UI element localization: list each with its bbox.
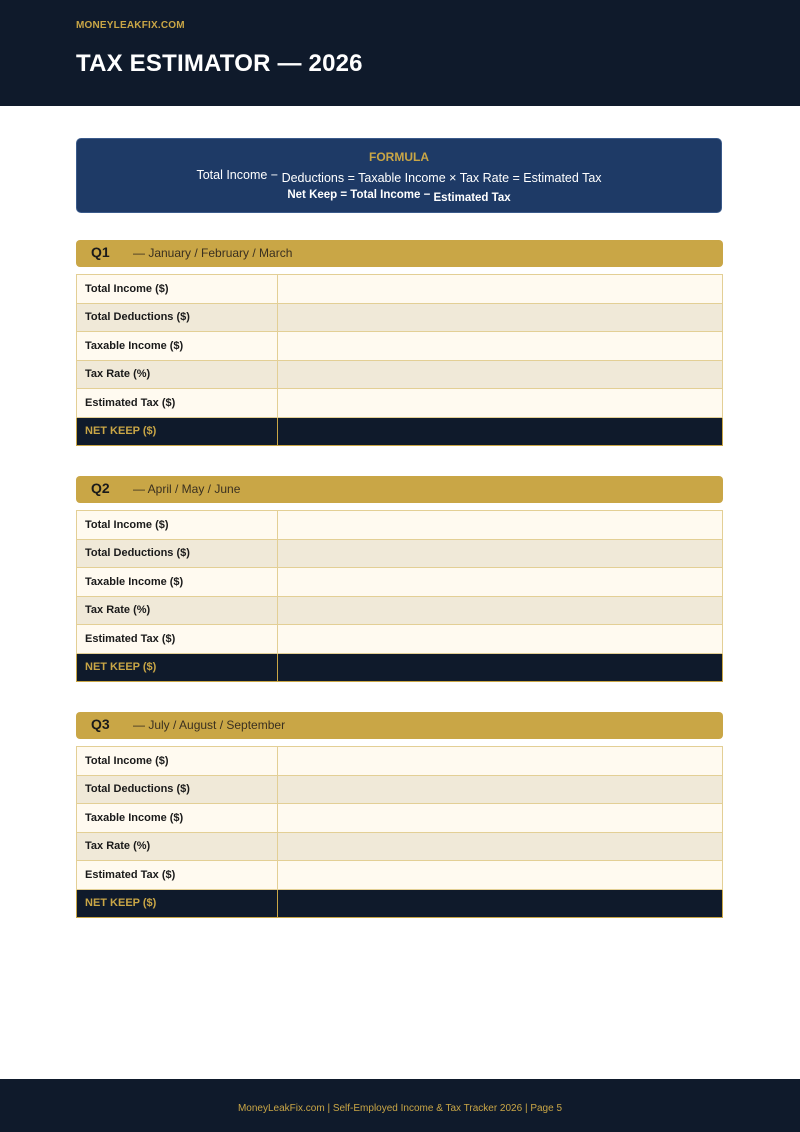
quarter-months: — January / February / March	[133, 246, 293, 260]
table-row	[77, 511, 723, 540]
quarter-months: — July / August / September	[133, 718, 286, 732]
quarter-header-bar	[76, 712, 723, 739]
value-cell-taxable-income[interactable]	[278, 568, 723, 597]
net-keep-row	[77, 653, 723, 682]
row-label-tax-rate: Tax Rate (%)	[77, 832, 278, 861]
table-row	[77, 275, 723, 304]
formula-line-1-part-a: Total Income −	[196, 168, 279, 182]
table-row	[77, 568, 723, 597]
value-cell-taxable-income[interactable]	[278, 332, 723, 361]
value-cell-estimated-tax[interactable]	[278, 861, 723, 890]
table-row	[77, 303, 723, 332]
table-row	[77, 832, 723, 861]
brand-name: MONEYLEAKFIX.COM	[76, 20, 185, 31]
formula-label: FORMULA	[369, 150, 429, 164]
table-row	[77, 389, 723, 418]
net-keep-value-cell[interactable]	[278, 653, 723, 682]
row-label-total-income: Total Income ($)	[77, 275, 278, 304]
row-label-taxable-income: Taxable Income ($)	[77, 568, 278, 597]
formula-line-2-part-b: Estimated Tax	[433, 192, 511, 204]
quarter-section-q2	[76, 476, 723, 682]
quarter-label: Q2	[91, 480, 110, 496]
value-cell-total-deductions[interactable]	[278, 303, 723, 332]
row-label-estimated-tax: Estimated Tax ($)	[77, 389, 278, 418]
value-cell-total-deductions[interactable]	[278, 539, 723, 568]
formula-line-1-part-b: Deductions = Taxable Income × Tax Rate = Estimated Tax	[281, 171, 602, 185]
table-row	[77, 747, 723, 776]
row-label-tax-rate: Tax Rate (%)	[77, 596, 278, 625]
value-cell-total-deductions[interactable]	[278, 775, 723, 804]
row-label-total-income: Total Income ($)	[77, 747, 278, 776]
net-keep-label: NET KEEP ($)	[77, 417, 278, 446]
net-keep-label: NET KEEP ($)	[77, 889, 278, 918]
quarter-label: Q3	[91, 716, 110, 732]
row-label-total-income: Total Income ($)	[77, 511, 278, 540]
row-label-total-deductions: Total Deductions ($)	[77, 539, 278, 568]
row-label-tax-rate: Tax Rate (%)	[77, 360, 278, 389]
net-keep-value-cell[interactable]	[278, 417, 723, 446]
value-cell-estimated-tax[interactable]	[278, 389, 723, 418]
value-cell-tax-rate[interactable]	[278, 360, 723, 389]
formula-box	[76, 138, 722, 213]
table-row	[77, 360, 723, 389]
row-label-taxable-income: Taxable Income ($)	[77, 804, 278, 833]
formula-line-1	[77, 168, 721, 185]
row-label-estimated-tax: Estimated Tax ($)	[77, 861, 278, 890]
table-row	[77, 804, 723, 833]
quarter-header-bar	[76, 240, 723, 267]
row-label-estimated-tax: Estimated Tax ($)	[77, 625, 278, 654]
net-keep-row	[77, 417, 723, 446]
quarter-table	[76, 274, 723, 446]
formula-line-2	[77, 189, 721, 204]
net-keep-label: NET KEEP ($)	[77, 653, 278, 682]
value-cell-taxable-income[interactable]	[278, 804, 723, 833]
table-row	[77, 332, 723, 361]
value-cell-total-income[interactable]	[278, 275, 723, 304]
table-row	[77, 539, 723, 568]
value-cell-tax-rate[interactable]	[278, 596, 723, 625]
row-label-total-deductions: Total Deductions ($)	[77, 303, 278, 332]
value-cell-total-income[interactable]	[278, 511, 723, 540]
value-cell-estimated-tax[interactable]	[278, 625, 723, 654]
page-title: TAX ESTIMATOR — 2026	[76, 50, 363, 77]
quarter-header-bar	[76, 476, 723, 503]
quarter-months: — April / May / June	[133, 482, 241, 496]
footer-text: MoneyLeakFix.com | Self-Employed Income & Tax Tracker 2026 | Page 5	[237, 1103, 563, 1114]
quarter-section-q3	[76, 712, 723, 918]
net-keep-row	[77, 889, 723, 918]
table-row	[77, 596, 723, 625]
row-label-total-deductions: Total Deductions ($)	[77, 775, 278, 804]
quarter-table	[76, 746, 723, 918]
row-label-taxable-income: Taxable Income ($)	[77, 332, 278, 361]
table-row	[77, 861, 723, 890]
value-cell-tax-rate[interactable]	[278, 832, 723, 861]
page-header	[0, 0, 800, 106]
table-row	[77, 775, 723, 804]
quarter-section-q1	[76, 240, 723, 446]
net-keep-value-cell[interactable]	[278, 889, 723, 918]
value-cell-total-income[interactable]	[278, 747, 723, 776]
quarter-label: Q1	[91, 244, 110, 260]
page-footer	[0, 1079, 800, 1132]
table-row	[77, 625, 723, 654]
quarter-table	[76, 510, 723, 682]
formula-line-2-part-a: Net Keep = Total Income −	[287, 189, 431, 201]
